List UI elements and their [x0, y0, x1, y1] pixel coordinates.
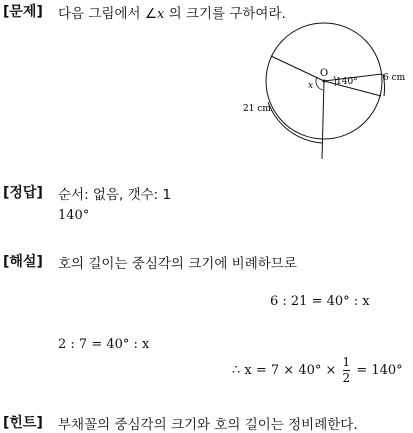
equation-3-prefix: ∴ x = 7 × 40° ×: [232, 363, 337, 378]
explanation-text: 호의 길이는 중심각의 크기에 비례하므로: [58, 256, 297, 272]
angle-label: 140°: [336, 77, 358, 87]
equation-1: 6 : 21 = 40° : x: [270, 294, 370, 309]
equation-3: [232, 356, 403, 385]
radius-upper-left: [271, 56, 324, 81]
explanation-label: [해설]: [3, 254, 43, 270]
answer-value: 140°: [58, 208, 90, 223]
center-label: O: [320, 68, 329, 79]
fraction-numerator: 1: [342, 355, 351, 369]
equation-3-suffix: = 140°: [356, 363, 403, 378]
fraction-denominator: 2: [342, 371, 351, 385]
answer-label: [정답]: [3, 185, 43, 201]
answer-meta: 순서: 없음, 갯수: 1: [58, 187, 172, 203]
problem-var: x: [156, 7, 165, 22]
radius-bottom: [322, 81, 324, 159]
hint-label: [힌트]: [3, 415, 43, 431]
hint-text: 부채꼴의 중심각의 크기와 호의 길이는 정비례한다.: [58, 417, 358, 433]
arc-long: [268, 102, 322, 143]
problem-text-before: 다음 그림에서 ∠: [58, 6, 157, 22]
problem-label: [문제]: [3, 4, 43, 20]
problem-text-after: 의 크기를 구하여라.: [164, 6, 286, 22]
x-label: x: [308, 81, 314, 91]
arc-long-label: 21 cm: [243, 104, 271, 114]
equation-3-fraction: [343, 356, 351, 385]
center-point: [323, 80, 326, 83]
circle-figure: [238, 14, 408, 164]
equation-2: 2 : 7 = 40° : x: [58, 337, 150, 352]
arc-short-label: 6 cm: [383, 73, 406, 83]
